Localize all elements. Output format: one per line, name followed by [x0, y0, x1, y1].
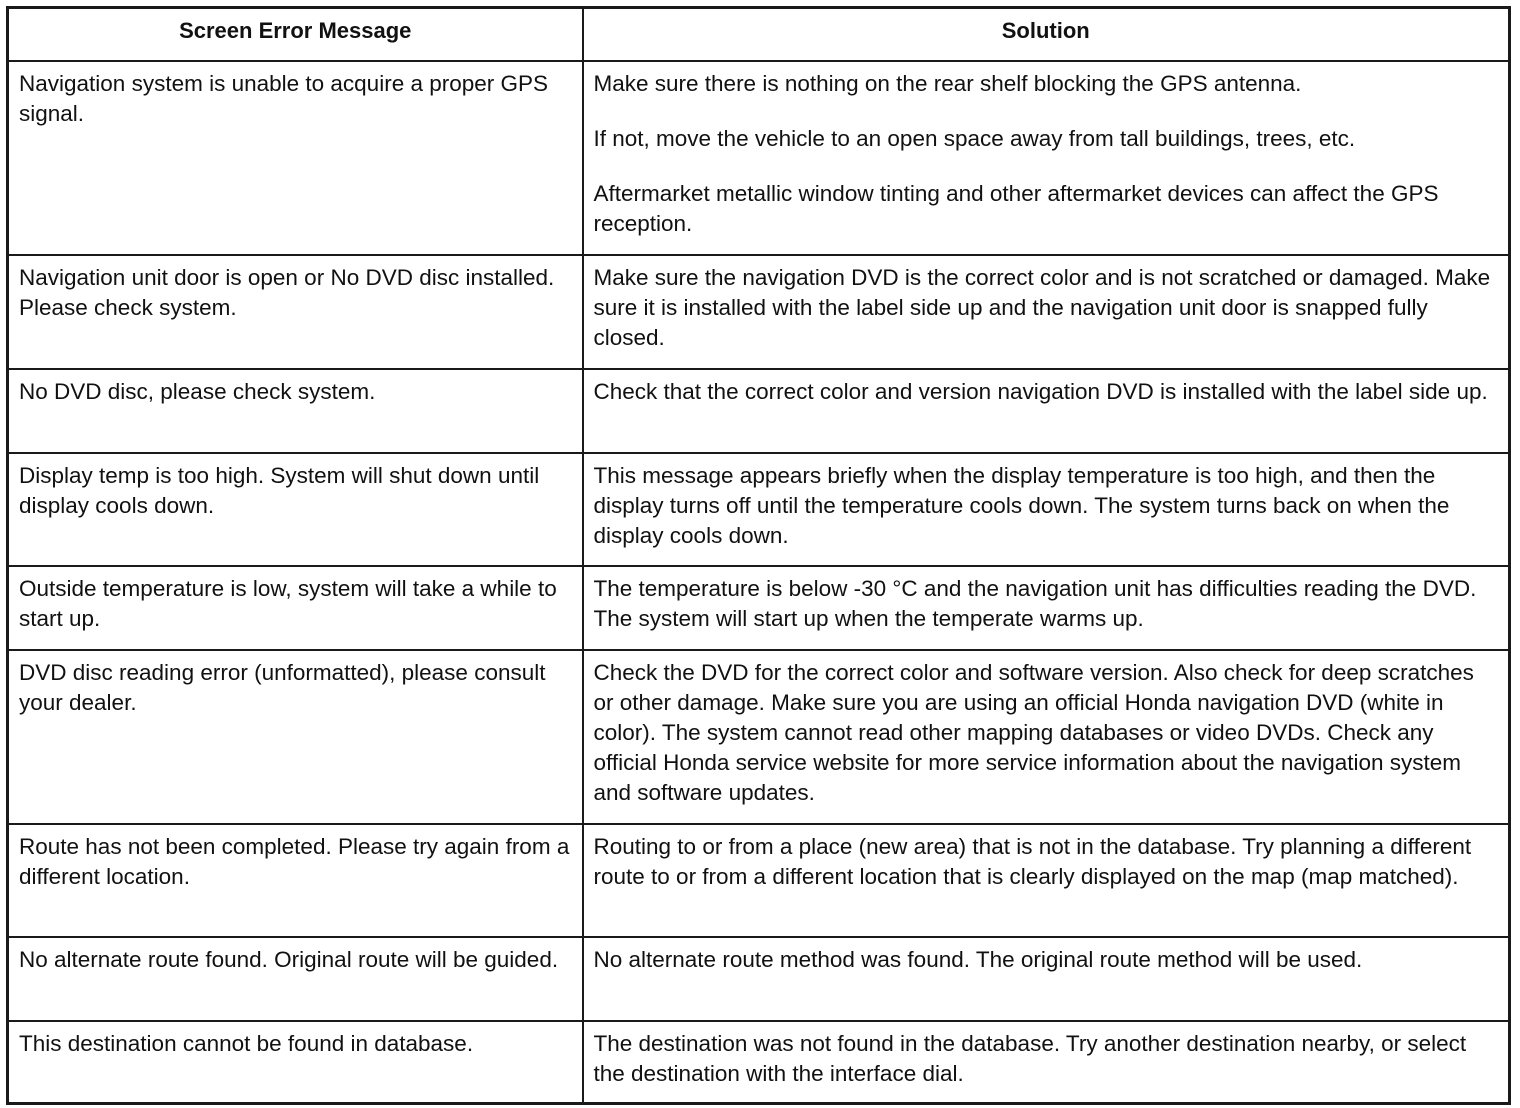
error-message-cell: Navigation unit door is open or No DVD disc installed. Please check system.: [8, 255, 583, 369]
column-header-message: Screen Error Message: [8, 8, 583, 61]
solution-cell: [583, 1021, 1510, 1104]
solution-paragraph: Make sure there is nothing on the rear shelf blocking the GPS antenna.: [593, 70, 1302, 96]
error-message-cell: Display temp is too high. System will shut down until display cools down.: [8, 453, 583, 566]
solution-cell: [583, 824, 1510, 937]
solution-paragraph: No alternate route method was found. The original route method will be used.: [593, 946, 1363, 972]
solution-cell: [583, 937, 1510, 1021]
table-row: [8, 369, 1510, 453]
table-row: [8, 650, 1510, 824]
table-header-row: [8, 8, 1510, 61]
error-message-cell: Route has not been completed. Please try again from a different location.: [8, 824, 583, 937]
error-message-cell: Navigation system is unable to acquire a proper GPS signal.: [8, 61, 583, 255]
table-row: [8, 566, 1510, 650]
table-row: [8, 255, 1510, 369]
solution-paragraph: Check the DVD for the correct color and software version. Also check for deep scratches or other damage. Make sure you are using an official Honda navigation DVD (white in color). The system cannot read other mapping databases or video DVDs. Check any official Honda service website for more service information about the navigation system and software updates.: [593, 659, 1474, 805]
solution-paragraph: Aftermarket metallic window tinting and other aftermarket devices can affect the GPS reception.: [593, 180, 1439, 236]
table-row: [8, 824, 1510, 937]
table-row: [8, 937, 1510, 1021]
error-message-cell: No alternate route found. Original route will be guided.: [8, 937, 583, 1021]
solution-paragraph: If not, move the vehicle to an open space away from tall buildings, trees, etc.: [593, 125, 1356, 151]
solution-cell: [583, 369, 1510, 453]
solution-cell: [583, 650, 1510, 824]
column-header-solution: Solution: [583, 8, 1510, 61]
solution-paragraph: This message appears briefly when the display temperature is too high, and then the display turns off until the temperature cools down. The system turns back on when the display cools down.: [593, 462, 1450, 548]
solution-cell: [583, 61, 1510, 255]
solution-paragraph: The temperature is below -30 °C and the navigation unit has difficulties reading the DVD. The system will start up when the temperate warms up.: [593, 575, 1477, 631]
solution-cell: [583, 255, 1510, 369]
solution-cell: [583, 566, 1510, 650]
table-row: [8, 453, 1510, 566]
table-row: [8, 61, 1510, 255]
error-message-table: [6, 6, 1511, 1105]
solution-paragraph: Check that the correct color and version navigation DVD is installed with the label side up.: [593, 378, 1488, 404]
solution-paragraph: Routing to or from a place (new area) that is not in the database. Try planning a different route to or from a different location that is clearly displayed on the map (map matched).: [593, 833, 1472, 889]
error-message-cell: No DVD disc, please check system.: [8, 369, 583, 453]
solution-paragraph: The destination was not found in the database. Try another destination nearby, or select the destination with the interface dial.: [593, 1030, 1467, 1086]
error-message-cell: This destination cannot be found in database.: [8, 1021, 583, 1104]
error-message-cell: DVD disc reading error (unformatted), please consult your dealer.: [8, 650, 583, 824]
error-message-cell: Outside temperature is low, system will take a while to start up.: [8, 566, 583, 650]
solution-cell: [583, 453, 1510, 566]
solution-paragraph: Make sure the navigation DVD is the correct color and is not scratched or damaged. Make sure it is installed with the label side up and the navigation unit door is snapped fully closed.: [593, 264, 1491, 350]
table-row: [8, 1021, 1510, 1104]
